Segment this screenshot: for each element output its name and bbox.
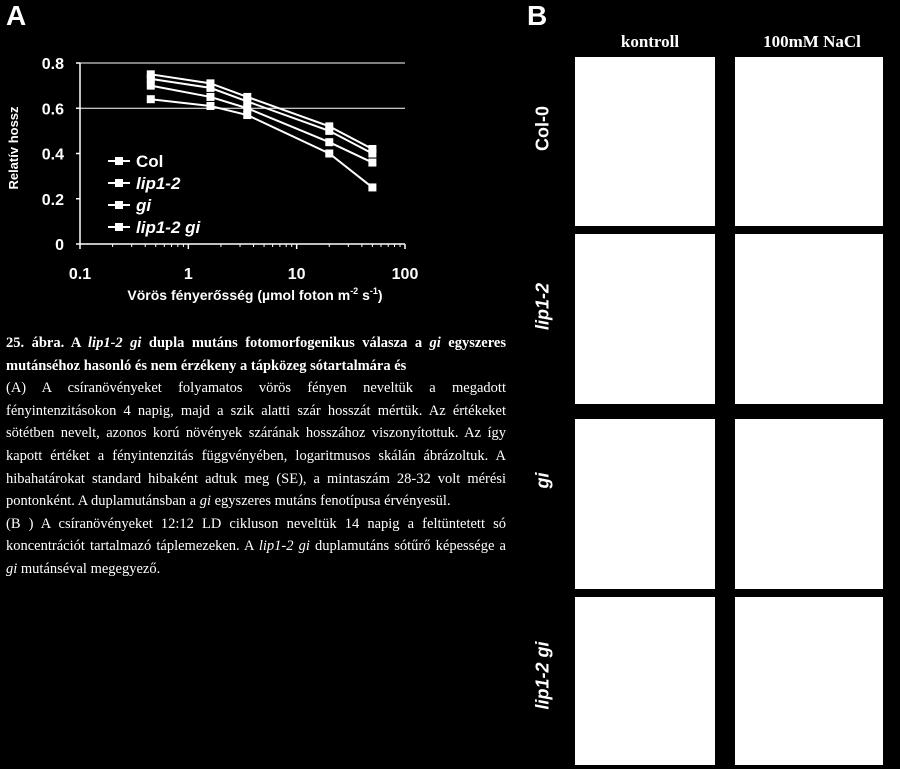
data-point-2-4 xyxy=(368,159,376,167)
photo-lip1-2-gi-nacl xyxy=(735,597,883,765)
x-axis-label: Vörös fényerősség (µmol foton $m^{-2}$ $s^{-1}$) xyxy=(127,286,383,303)
data-point-3-2 xyxy=(243,111,251,119)
y-tick-label-3: 0.6 xyxy=(41,101,64,119)
photo-gi-nacl xyxy=(735,419,883,589)
photo-lip1-2-nacl xyxy=(735,234,883,404)
panel-a-letter: A xyxy=(6,0,27,31)
legend-swatch-marker-2 xyxy=(115,201,123,209)
data-point-2-1 xyxy=(206,93,214,101)
y-tick-label-2: 0.4 xyxy=(41,146,64,164)
legend-swatch-marker-1 xyxy=(115,179,123,187)
series-line-1 xyxy=(151,79,373,154)
data-point-1-1 xyxy=(206,84,214,92)
x-tick-label-3: 100 xyxy=(391,266,419,283)
column-header-kontroll: kontroll xyxy=(620,32,680,51)
legend-label-2: gi xyxy=(136,196,152,215)
series-line-2 xyxy=(151,86,373,163)
y-tick-label-1: 0.2 xyxy=(41,191,64,209)
row-label-col-0: Col-0 xyxy=(532,106,553,151)
data-point-3-4 xyxy=(368,183,376,191)
row-label-lip1-2-gi: lip1-2 gi xyxy=(532,641,553,710)
photo-lip1-2-kontroll xyxy=(575,234,715,404)
caption-title: 25. ábra. A lip1-2 gi dupla mutáns fotomorfogenikus válasza a gi egyszeres mutánséhoz hasonló és nem érzékeny a tápközeg sótartalmára és xyxy=(6,335,506,374)
photo-lip1-2-gi-kontroll xyxy=(575,597,715,765)
chart-series xyxy=(147,70,377,191)
data-point-3-1 xyxy=(206,102,214,110)
data-point-3-3 xyxy=(325,150,333,158)
legend-label-1: lip1-2 xyxy=(136,174,181,193)
data-point-2-0 xyxy=(147,82,155,90)
legend-label-3: lip1-2 gi xyxy=(136,218,201,237)
photo-col-0-kontroll xyxy=(575,57,715,226)
data-point-1-4 xyxy=(368,150,376,158)
column-header-nacl: 100mM NaCl xyxy=(763,32,861,51)
data-point-1-3 xyxy=(325,127,333,135)
y-tick-label-4: 0.8 xyxy=(41,56,64,73)
x-tick-label-2: 10 xyxy=(287,266,306,283)
x-tick-label-1: 1 xyxy=(183,266,193,283)
row-label-gi: gi xyxy=(532,472,553,489)
series-line-3 xyxy=(151,99,373,187)
chart-legend xyxy=(108,152,202,237)
x-tick-label-0: 0.1 xyxy=(68,266,92,283)
y-axis-label: Relatív hossz xyxy=(6,106,21,190)
photo-gi-kontroll xyxy=(575,419,715,589)
y-tick-label-0: 0 xyxy=(55,237,64,254)
data-point-3-0 xyxy=(147,95,155,103)
legend-swatch-marker-0 xyxy=(115,157,123,165)
figure-caption xyxy=(6,332,506,581)
panel-b-letter: B xyxy=(527,0,548,31)
caption-paragraph-b: (B ) A csíranövényeket 12:12 LD cikluson neveltük 14 napig a feltüntetett só koncentrációt tartalmazó táplemezeken. A lip1-2 gi duplamutáns sótűrő képessége a gi mutánséval megegyező. xyxy=(6,515,506,577)
caption-paragraph-a: (A) A csíranövényeket folyamatos vörös fényen neveltük a megadott fényintenzitásokon 4 napig, majd a szik alatti szár hosszát mértük. Az értékeket sötétben nevelt, azonos korú növények szárának hosszához viszonyítottuk. Az így kapott értéket a fényintenzitás függvényében, logaritmusos skálán ábrázoltuk. A hibahatárokat standard hibaként adtuk meg (SE), a mintaszám 28-32 volt mérési pontonként. A duplamutánsban a gi egyszeres mutáns fenotípusa érvényesül. xyxy=(6,380,506,510)
photo-col-0-nacl xyxy=(735,57,883,226)
series-line-0 xyxy=(151,74,373,149)
line-chart xyxy=(0,0,520,320)
legend-label-0: Col xyxy=(136,152,164,171)
data-point-2-3 xyxy=(325,138,333,146)
legend-swatch-marker-3 xyxy=(115,223,123,231)
row-label-lip1-2: lip1-2 xyxy=(532,283,553,331)
